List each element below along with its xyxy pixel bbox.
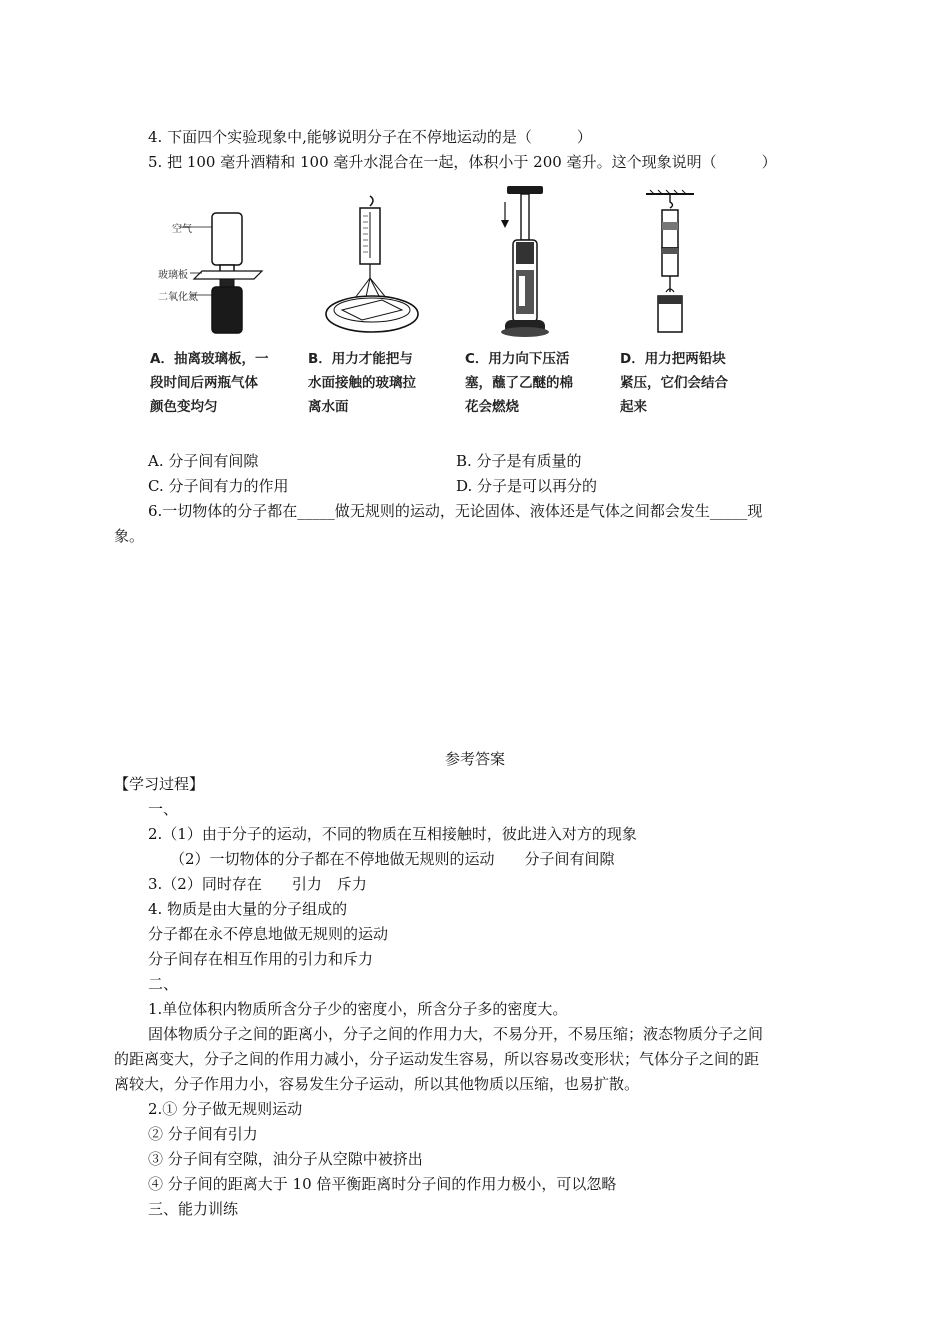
answer-line: 分子间存在相互作用的引力和斥力: [148, 950, 374, 968]
answer-line: ② 分子间有引力: [148, 1125, 258, 1143]
answer-line: 2.① 分子做无规则运动: [148, 1100, 303, 1118]
answer-line: ③ 分子间有空隙，油分子从空隙中被挤出: [148, 1150, 423, 1168]
caption-a-line-3: 颜色变均匀: [150, 399, 218, 415]
label-no2: 二氧化氮: [158, 292, 198, 303]
answer-line: 3.（2）同时存在 引力 斥力: [148, 875, 367, 893]
answer-line: 固体物质分子之间的距离小，分子之间的作用力大，不易分开，不易压缩；液态物质分子之间: [148, 1025, 764, 1043]
caption-b: [308, 347, 416, 419]
answer-line: 三、能力训练: [148, 1200, 239, 1218]
question-6-line-2: 象。: [114, 527, 145, 545]
caption-a-line-1: A．抽离玻璃板，一: [150, 351, 269, 367]
answer-line: 离较大，分子作用力小，容易发生分子运动，所以其他物质以压缩，也易扩散。: [114, 1075, 640, 1093]
caption-c-line-1: C．用力向下压活: [465, 351, 570, 367]
answer-line: 分子都在永不停息地做无规则的运动: [148, 925, 389, 943]
option-d: D. 分子是可以再分的: [456, 477, 598, 495]
caption-d: [620, 347, 728, 419]
label-glass-plate: 玻璃板: [158, 270, 188, 281]
answer-line: 一、: [148, 800, 179, 818]
caption-b-line-2: 水面接触的玻璃拉: [308, 375, 416, 391]
figure-b-spring-scale: [320, 192, 425, 342]
caption-c: [465, 347, 573, 419]
answer-line: ④ 分子间的距离大于 10 倍平衡距离时分子间的作用力极小，可以忽略: [148, 1175, 617, 1193]
option-a: A. 分子间有间隙: [148, 452, 259, 470]
caption-d-line-2: 紧压，它们会结合: [620, 375, 728, 391]
caption-a: [150, 347, 268, 419]
figure-c-fire-syringe: [495, 184, 555, 339]
caption-d-line-1: D．用力把两铅块: [620, 351, 726, 367]
question-6-line-1: 6.一切物体的分子都在_____做无规则的运动，无论固体、液体还是气体之间都会发生_____现: [148, 502, 763, 520]
caption-c-line-3: 花会燃烧: [465, 399, 519, 415]
option-b: B. 分子是有质量的: [456, 452, 582, 470]
caption-b-line-1: B．用力才能把与: [308, 351, 413, 367]
answer-line: 1.单位体积内物质所含分子少的密度小，所含分子多的密度大。: [148, 1000, 568, 1018]
option-c: C. 分子间有力的作用: [148, 477, 289, 495]
caption-d-line-3: 起来: [620, 399, 647, 415]
answers-title: 参考答案: [444, 750, 505, 768]
question-5: 5. 把 100 毫升酒精和 100 毫升水混合在一起，体积小于 200 毫升。这个现象说明（ ）: [148, 153, 777, 171]
caption-a-line-2: 段时间后两瓶气体: [150, 375, 258, 391]
caption-c-line-2: 塞，蘸了乙醚的棉: [465, 375, 573, 391]
answer-line: 二、: [148, 975, 179, 993]
answer-line: 4. 物质是由大量的分子组成的: [148, 900, 348, 918]
caption-b-line-3: 离水面: [308, 399, 349, 415]
answers-section-header: 【学习过程】: [114, 775, 205, 793]
answer-line: （2）一切物体的分子都在不停地做无规则的运动 分子间有间隙: [170, 850, 615, 868]
label-air: 空气: [172, 224, 192, 235]
question-4: 4. 下面四个实验现象中,能够说明分子在不停地运动的是（ ）: [148, 128, 592, 146]
figure-d-lead-blocks: [640, 188, 700, 338]
answer-line: 的距离变大，分子之间的作用力减小，分子运动发生容易，所以容易改变形状；气体分子之间的距: [114, 1050, 760, 1068]
answer-line: 2.（1）由于分子的运动，不同的物质在互相接触时，彼此进入对方的现象: [148, 825, 637, 843]
